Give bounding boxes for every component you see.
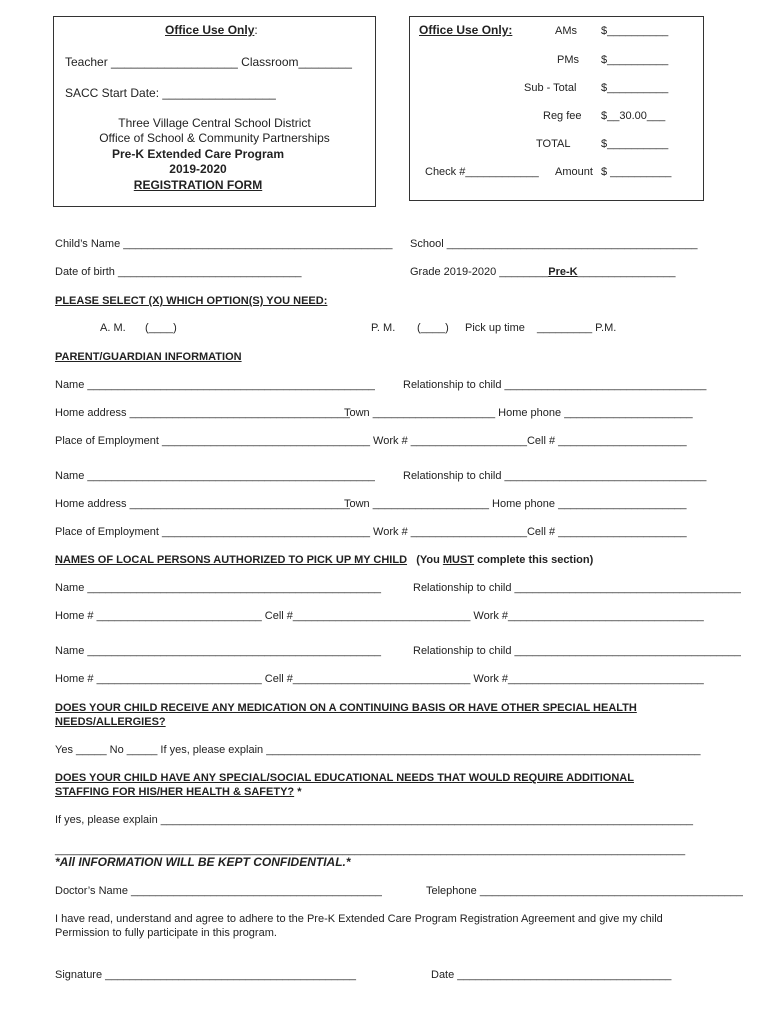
special-needs-explain-line2[interactable]: _______________________________________________________________________________________________________: [55, 844, 686, 856]
school-field[interactable]: [410, 237, 698, 251]
amount-label: Amount: [555, 166, 593, 178]
pm-label: P. M.: [371, 322, 396, 334]
parent-heading: PARENT/GUARDIAN INFORMATION: [55, 351, 242, 363]
teacher-classroom-field[interactable]: Teacher ___________________ Classroom________: [65, 55, 352, 69]
grade-field[interactable]: [410, 265, 675, 279]
guardian2-relationship-field[interactable]: Relationship to child _________________________________: [403, 470, 707, 482]
authorized1-name-field[interactable]: Name ________________________________________________: [55, 582, 382, 594]
check-number-field[interactable]: Check #____________: [425, 166, 539, 178]
amount-field[interactable]: $ __________: [601, 166, 672, 178]
authorized-heading-must: MUST: [442, 554, 475, 566]
grade-line-pre: ________: [499, 266, 549, 278]
program-year: 2019-2020: [169, 162, 227, 176]
form-title: REGISTRATION FORM: [133, 178, 263, 192]
medication-heading-line2: NEEDS/ALLERGIES?: [55, 716, 166, 728]
authorized-heading-post: complete this section): [474, 554, 594, 566]
left-office-title-wrap: [165, 23, 258, 37]
doctor-name-field[interactable]: Doctor’s Name _________________________________________: [55, 885, 382, 897]
special-needs-heading-text: STAFFING FOR HIS/HER HEALTH & SAFETY?: [55, 786, 295, 798]
special-needs-heading-line1: DOES YOUR CHILD HAVE ANY SPECIAL/SOCIAL EDUCATIONAL NEEDS THAT WOULD REQUIRE ADDITIONAL: [55, 772, 634, 784]
confidential-notice: *All INFORMATION WILL BE KEPT CONFIDENTIAL.*: [55, 855, 351, 869]
ams-label: AMs: [555, 25, 577, 37]
authorized2-phones-field[interactable]: Home # ___________________________ Cell #_____________________________ Work #________________________________: [55, 673, 704, 685]
child-name-field[interactable]: Child’s Name ____________________________________________: [55, 238, 393, 250]
total-amount-field[interactable]: $__________: [601, 138, 669, 150]
ams-amount-field[interactable]: $__________: [601, 25, 669, 37]
guardian1-town-phone-field[interactable]: Town ____________________ Home phone _____________________: [344, 407, 693, 419]
pickup-time-field[interactable]: _________ P.M.: [537, 322, 617, 334]
reg-fee-dollar: $: [601, 110, 608, 122]
grade-label: Grade 2019-2020: [410, 266, 497, 278]
authorized-heading: [55, 553, 593, 567]
special-needs-explain-field[interactable]: If yes, please explain _______________________________________________________________________________________: [55, 814, 694, 826]
reg-fee-amount: [601, 109, 665, 123]
medication-heading-line1: DOES YOUR CHILD RECEIVE ANY MEDICATION ON A CONTINUING BASIS OR HAVE OTHER SPECIAL HEALTH: [55, 702, 637, 714]
pms-label: PMs: [557, 54, 579, 66]
grade-value: Pre-K: [548, 266, 578, 278]
special-needs-heading-star: *: [294, 786, 302, 798]
agreement-line1: I have read, understand and agree to adhere to the Pre-K Extended Care Program Registration Agreement and give my child: [55, 913, 663, 925]
right-office-title: Office Use Only:: [419, 23, 513, 37]
school-label: School: [410, 238, 444, 250]
authorized-heading-pre: (You: [416, 554, 443, 566]
grade-line-post: ________________: [577, 266, 676, 278]
reg-fee-label: Reg fee: [543, 110, 582, 122]
office-name: Office of School & Community Partnerships: [99, 131, 330, 145]
guardian2-employment-field[interactable]: Place of Employment __________________________________ Work # ___________________Cell # _____________________: [55, 526, 687, 538]
agreement-line2: Permission to fully participate in this program.: [55, 927, 277, 939]
sacc-start-date-field[interactable]: SACC Start Date: _________________: [65, 86, 276, 100]
subtotal-amount-field[interactable]: $__________: [601, 82, 669, 94]
reg-fee-value: __30.00___: [607, 110, 666, 122]
authorized-heading-title: NAMES OF LOCAL PERSONS AUTHORIZED TO PICK UP MY CHILD: [55, 554, 408, 566]
school-line: _________________________________________: [446, 238, 698, 250]
guardian2-town-phone-field[interactable]: Town ___________________ Home phone _____________________: [344, 498, 687, 510]
signature-field[interactable]: Signature _________________________________________: [55, 969, 356, 981]
guardian2-address-field[interactable]: Home address ____________________________________: [55, 498, 350, 510]
subtotal-label: Sub - Total: [524, 82, 577, 94]
authorized2-relationship-field[interactable]: Relationship to child _____________________________________: [413, 645, 741, 657]
am-checkbox[interactable]: (____): [145, 322, 177, 334]
authorized1-relationship-field[interactable]: Relationship to child _____________________________________: [413, 582, 741, 594]
pm-checkbox[interactable]: (____): [417, 322, 449, 334]
program-name: Pre-K Extended Care Program: [111, 147, 285, 161]
authorized1-phones-field[interactable]: Home # ___________________________ Cell #_____________________________ Work #________________________________: [55, 610, 704, 622]
medication-explain-field[interactable]: Yes _____ No _____ If yes, please explain _______________________________________________________________________: [55, 744, 701, 756]
guardian1-relationship-field[interactable]: Relationship to child _________________________________: [403, 379, 707, 391]
total-label: TOTAL: [536, 138, 571, 150]
date-of-birth-field[interactable]: Date of birth ______________________________: [55, 266, 302, 278]
guardian1-address-field[interactable]: Home address ____________________________________: [55, 407, 350, 419]
guardian1-employment-field[interactable]: Place of Employment __________________________________ Work # ___________________Cell # _____________________: [55, 435, 687, 447]
pickup-time-label: Pick up time: [465, 322, 525, 334]
left-office-title-colon: :: [254, 23, 258, 37]
guardian1-name-field[interactable]: Name _______________________________________________: [55, 379, 375, 391]
date-field[interactable]: Date ___________________________________: [431, 969, 672, 981]
telephone-field[interactable]: Telephone ___________________________________________: [426, 885, 743, 897]
am-label: A. M.: [100, 322, 126, 334]
authorized2-name-field[interactable]: Name ________________________________________________: [55, 645, 382, 657]
special-needs-heading-line2: [55, 785, 302, 799]
left-office-title: Office Use Only: [165, 23, 255, 37]
options-heading: PLEASE SELECT (X) WHICH OPTION(S) YOU NEED:: [55, 295, 328, 307]
guardian2-name-field[interactable]: Name _______________________________________________: [55, 470, 375, 482]
pms-amount-field[interactable]: $__________: [601, 54, 669, 66]
district-name: Three Village Central School District: [118, 116, 311, 130]
